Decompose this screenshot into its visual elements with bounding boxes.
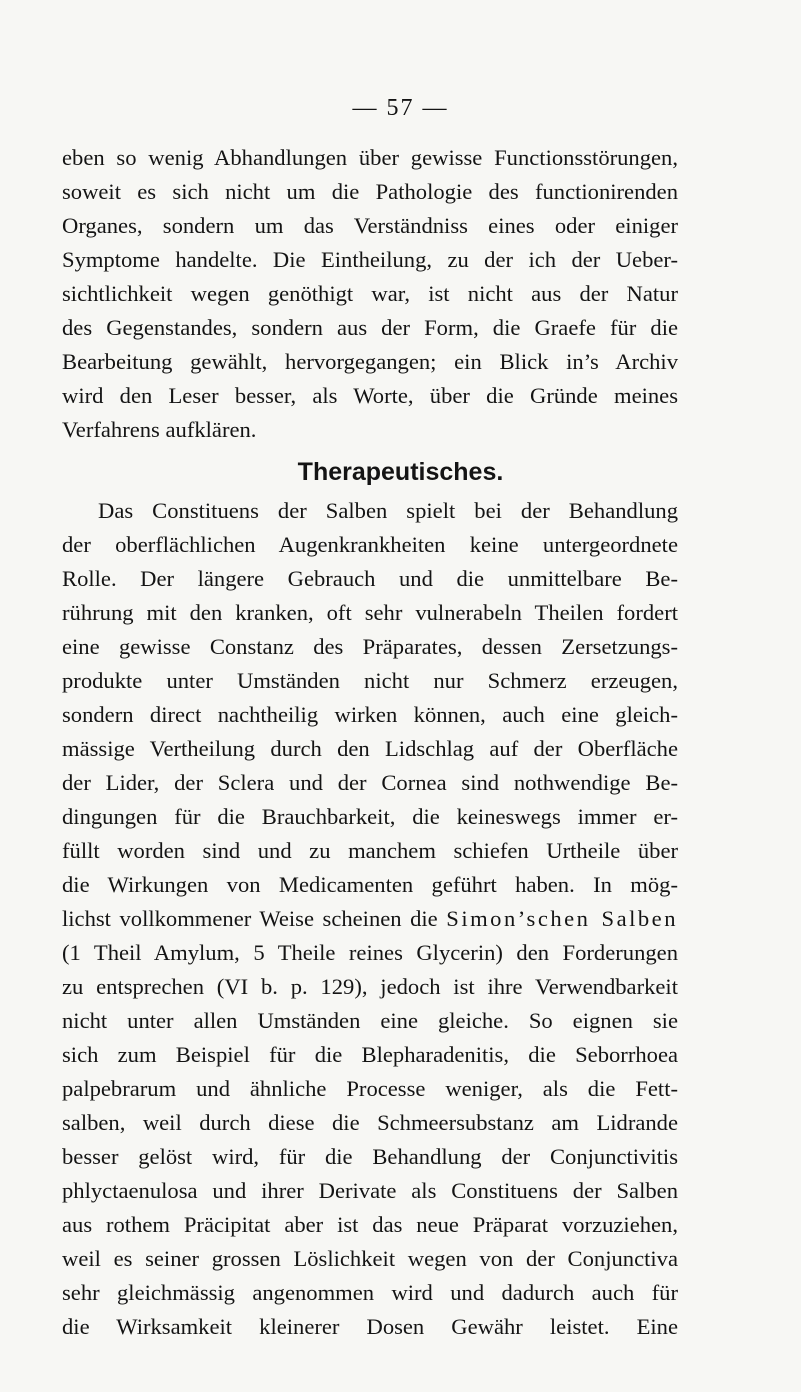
section-heading: Therapeutisches.	[297, 458, 504, 486]
text-line: Bearbeitung gewählt, hervorgegangen; ein Blick in’s Archiv	[62, 349, 678, 374]
text-line: füllt worden sind und zu manchem schiefen Urtheile über	[62, 838, 678, 863]
text-line: der Lider, der Sclera und der Cornea sind nothwendige Be-	[62, 770, 678, 795]
text-line: nicht unter allen Umständen eine gleiche. So eignen sie	[62, 1008, 678, 1033]
text-line: sich zum Beispiel für die Blepharadenitis, die Seborrhoea	[62, 1042, 678, 1067]
text-line: der oberflächlichen Augenkrankheiten keine untergeordnete	[62, 532, 678, 557]
text-line: Das Constituens der Salben spielt bei der Behandlung	[98, 498, 678, 523]
text-line: die Wirkungen von Medicamenten geführt haben. In mög-	[62, 872, 678, 897]
text-line: zu entsprechen (VI b. p. 129), jedoch ist ihre Verwendbarkeit	[62, 974, 678, 999]
spaced-author-name: Simon’schen Salben	[446, 906, 679, 931]
text-line: eine gewisse Constanz des Präparates, dessen Zersetzungs-	[62, 634, 678, 659]
text-line: die Wirksamkeit kleinerer Dosen Gewähr leistet. Eine	[62, 1314, 678, 1339]
text-line: Organes, sondern um das Verständniss eines oder einiger	[62, 213, 678, 238]
text-line: Symptome handelte. Die Eintheilung, zu der ich der Ueber-	[62, 247, 678, 272]
text-line: sehr gleichmässig angenommen wird und dadurch auch für	[62, 1280, 678, 1305]
text-line: des Gegenstandes, sondern aus der Form, die Graefe für die	[62, 315, 678, 340]
page-number: — 57 —	[352, 95, 449, 121]
text-line: dingungen für die Brauchbarkeit, die keineswegs immer er-	[62, 804, 678, 829]
text-line: weil es seiner grossen Löslichkeit wegen von der Conjunctiva	[62, 1246, 678, 1271]
text-line: aus rothem Präcipitat aber ist das neue Präparat vorzuziehen,	[62, 1212, 678, 1237]
text-line: Verfahrens aufklären.	[62, 417, 257, 442]
text-line: (1 Theil Amylum, 5 Theile reines Glycerin) den Forderungen	[62, 940, 678, 965]
text-line: besser gelöst wird, für die Behandlung der Conjunctivitis	[62, 1144, 678, 1169]
text-line: wird den Leser besser, als Worte, über die Gründe meines	[62, 383, 678, 408]
text-line: phlyctaenulosa und ihrer Derivate als Constituens der Salben	[62, 1178, 678, 1203]
text-line: produkte unter Umständen nicht nur Schmerz erzeugen,	[62, 668, 678, 693]
text-line: sondern direct nachtheilig wirken können, auch eine gleich-	[62, 702, 678, 727]
text-line: sichtlichkeit wegen genöthigt war, ist nicht aus der Natur	[62, 281, 678, 306]
text-line: eben so wenig Abhandlungen über gewisse Functionsstörungen,	[62, 145, 678, 170]
text-line: rührung mit den kranken, oft sehr vulnerabeln Theilen fordert	[62, 600, 678, 625]
text-line: palpebrarum und ähnliche Processe weniger, als die Fett-	[62, 1076, 678, 1101]
text-line: salben, weil durch diese die Schmeersubstanz am Lidrande	[62, 1110, 678, 1135]
text-line: soweit es sich nicht um die Pathologie des functionirenden	[62, 179, 678, 204]
text-line	[62, 903, 678, 935]
text-line: mässige Vertheilung durch den Lidschlag auf der Oberfläche	[62, 736, 678, 761]
text-run: lichst vollkommener Weise scheinen die	[62, 906, 447, 931]
text-line: Rolle. Der längere Gebrauch und die unmittelbare Be-	[62, 566, 678, 591]
